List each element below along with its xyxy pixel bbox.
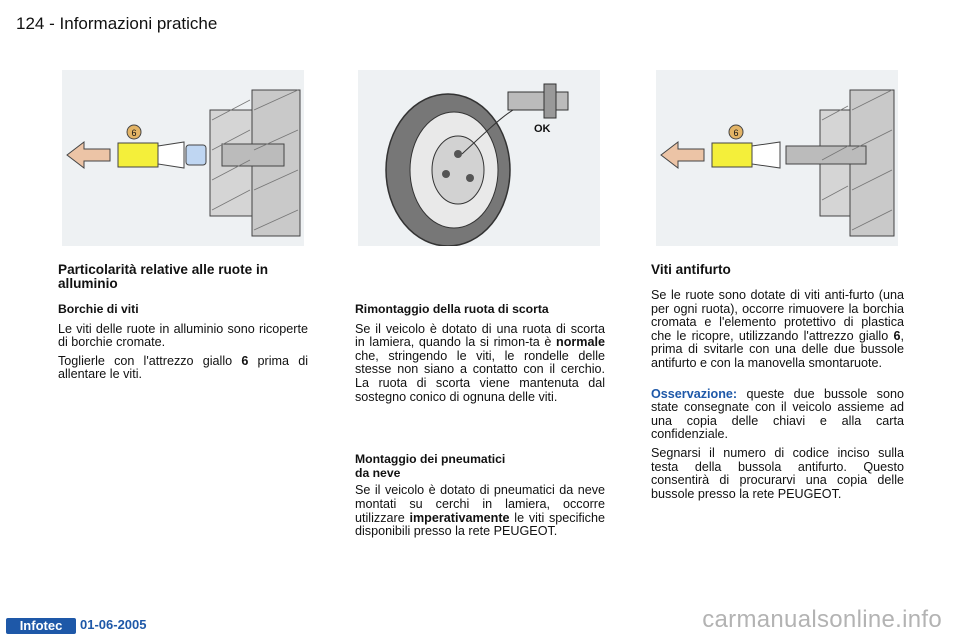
page-number: 124	[16, 14, 45, 33]
bolt-caps-paragraph: Le viti delle ruote in alluminio sono ricoperte di borchie cromate.	[58, 321, 308, 350]
middle-column	[355, 303, 605, 544]
site-watermark: carmanualsonline.info	[702, 606, 942, 633]
remove-caps-paragraph: Toglierle con l'attrezzo giallo 6 prima di allentare le viti.	[58, 353, 308, 382]
plastic-cover	[752, 142, 780, 168]
spare-wheel-drawing	[358, 70, 600, 246]
bolt-hole	[454, 150, 462, 158]
spare-wheel-refit-title: Rimontaggio della ruota di scorta	[355, 302, 549, 316]
cap-removal-drawing	[62, 70, 304, 246]
illustration-antitheft-bolt	[656, 70, 898, 246]
washer-detail	[544, 84, 556, 118]
bolt-caps-subtitle: Borchie di viti	[58, 302, 139, 316]
section-title: Informazioni pratiche	[59, 14, 218, 33]
ok-label: OK	[534, 123, 551, 135]
title-separator: -	[49, 14, 55, 33]
aluminium-wheels-title: Particolarità relative alle ruote in alluminio	[58, 262, 269, 291]
yellow-tool	[118, 143, 158, 167]
snow-tyres-paragraph: Se il veicolo è dotato di pneumatici da neve montati su cerchi in lamiera, occorre utilizzare imperativamente le viti specifiche disponibili presso la rete PEUGEOT.	[355, 483, 605, 539]
right-column	[651, 263, 904, 506]
wheel-bolt	[222, 144, 284, 166]
bolt-hole	[442, 170, 450, 178]
page-title	[16, 14, 217, 34]
yellow-tool	[712, 143, 752, 167]
illustration-spare-wheel	[358, 70, 600, 246]
left-column	[58, 263, 308, 387]
spare-wheel-refit-paragraph: Se il veicolo è dotato di una ruota di scorta in lamiera, quando la si rimon-ta è normale che, stringendo le viti, le rondelle delle stesse non siano a contatto con il cerchio. La ruota di scorta viene mantenuta dal sostegno conico di ognuna delle viti.	[355, 321, 605, 404]
arrow-left-icon	[661, 142, 704, 168]
antitheft-bolts-title: Viti antifurto	[651, 262, 731, 277]
arrow-left-icon	[67, 142, 110, 168]
bolt-detail	[508, 92, 568, 110]
illustration-aluminium-cap	[62, 70, 304, 246]
cap-end	[186, 145, 206, 165]
antitheft-bolt-drawing	[656, 70, 898, 246]
antitheft-paragraph: Se le ruote sono dotate di viti anti-furto (una per ogni ruota), occorre rimuovere la borchia cromata e l'elemento protettivo di plastica che le ricopre, utilizzando l'attrezzo giallo 6, prima di svitarle con una delle due bussole antifurto e con la manovella smontaruote.	[651, 288, 904, 370]
bolt-hole	[466, 174, 474, 182]
tool-number-label: 6	[733, 128, 739, 138]
observation-paragraph: Osservazione: queste due bussole sono state consegnate con il veicolo assieme ad una copia delle chiavi e alla carta confidenziale.	[651, 386, 904, 442]
tool-number-ref: 6	[241, 353, 249, 368]
code-number-paragraph: Segnarsi il numero di codice inciso sulla testa della bussola antifurto. Questo consentirà di procurarvi una copia delle bussole presso la rete PEUGEOT.	[651, 445, 904, 501]
rim-center	[432, 136, 484, 204]
snow-tyres-title: Montaggio dei pneumatici da neve	[355, 452, 506, 480]
observation-label: Osservazione:	[651, 386, 738, 401]
tool-number-label: 6	[131, 128, 137, 138]
infotec-logo: Infotec	[6, 618, 76, 634]
footer-date: 01-06-2005	[80, 617, 147, 632]
chrome-cap	[158, 142, 184, 168]
